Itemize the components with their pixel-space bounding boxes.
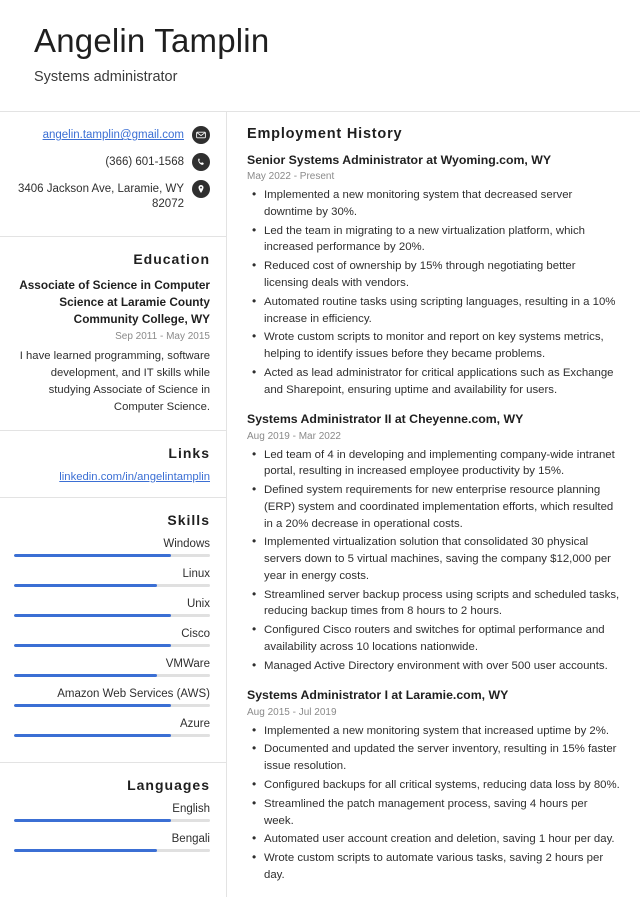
employment-heading: Systems Administrator II at Cheyenne.com, WY — [247, 412, 524, 427]
bullet: • Streamlined server backup process using scripts and scheduled tasks, reducing backup times from 8 hours to 2 hours. — [264, 587, 620, 621]
sidebar — [0, 112, 227, 897]
bullet: • Led team of 4 in developing and implementing company-wide intranet portal, resulting in increased employee productivity by 15%. — [264, 447, 620, 481]
skill-item — [14, 658, 210, 677]
skill-bar-fill — [14, 674, 157, 677]
languages-block — [0, 763, 226, 877]
links-section-title: Links — [168, 445, 210, 461]
contact-email-row[interactable] — [14, 126, 210, 144]
skill-label: Unix — [186, 598, 210, 610]
employment-bullets — [247, 447, 620, 675]
skill-label: Cisco — [181, 628, 210, 640]
employment-bullets — [247, 187, 620, 398]
skill-label: Azure — [179, 718, 210, 730]
link-item[interactable]: linkedin.com/in/angelintamplin — [59, 471, 210, 483]
skill-item — [14, 538, 210, 557]
job-title-subtitle: Systems administrator — [34, 68, 178, 85]
skill-item — [14, 718, 210, 737]
skill-bar — [14, 644, 210, 647]
page-title: Angelin Tamplin — [34, 22, 270, 59]
bullet: • Wrote custom scripts to monitor and report on key systems metrics, helping to identify issues before they became problems. — [264, 329, 620, 363]
envelope-icon — [192, 126, 210, 144]
skills-section-title: Skills — [167, 512, 210, 528]
skill-bar-fill — [14, 554, 171, 557]
education-section-title: Education — [133, 250, 210, 267]
skill-bar — [14, 614, 210, 617]
skill-bar — [14, 734, 210, 737]
education-date: Sep 2011 - May 2015 — [115, 331, 210, 343]
contact-email[interactable]: angelin.tamplin@gmail.com — [42, 128, 184, 141]
education-description: I have learned programming, software development, and IT skills while studying Associate of Science in Computer Science. — [19, 350, 210, 414]
skill-bar — [14, 584, 210, 587]
language-bar-fill — [14, 849, 157, 852]
bullet: • Led the team in migrating to a new virtualization platform, which increased performance by 20%. — [264, 223, 620, 257]
bullet: • Automated routine tasks using scripting languages, resulting in a 10% increase in efficiency. — [264, 294, 620, 328]
skills-block — [0, 498, 226, 763]
language-item — [14, 803, 210, 822]
skill-label: Linux — [182, 568, 210, 580]
location-pin-icon — [192, 180, 210, 198]
bullet: • Managed Active Directory environment with over 500 user accounts. — [264, 658, 620, 675]
skill-bar — [14, 704, 210, 707]
bullet: • Implemented a new monitoring system that increased uptime by 2%. — [264, 723, 620, 740]
employment-heading: Systems Administrator I at Laramie.com, WY — [247, 688, 509, 703]
employment-entry — [247, 152, 620, 398]
skill-label: Amazon Web Services (AWS) — [57, 688, 210, 700]
skill-label: Windows — [163, 538, 210, 550]
languages-section-title: Languages — [127, 777, 210, 793]
bullet: • Acted as lead administrator for critical applications such as Exchange and Sharepoint, ensuring uptime and availability for users. — [264, 365, 620, 399]
resume-body — [0, 112, 640, 897]
skill-item — [14, 568, 210, 587]
bullet: • Wrote custom scripts to automate various tasks, saving 2 hours per day. — [264, 850, 620, 884]
skill-bar-fill — [14, 704, 171, 707]
bullet: • Implemented a new monitoring system that decreased server downtime by 30%. — [264, 187, 620, 221]
employment-date: May 2022 - Present — [247, 171, 335, 183]
bullet: • Streamlined the patch management process, saving 4 hours per week. — [264, 796, 620, 830]
skill-bar-fill — [14, 614, 171, 617]
employment-date: Aug 2019 - Mar 2022 — [247, 430, 341, 442]
language-label: Bengali — [171, 833, 210, 845]
employment-heading: Senior Systems Administrator at Wyoming.com, WY — [247, 152, 552, 167]
skill-bar-fill — [14, 644, 171, 647]
skill-label: VMWare — [165, 658, 210, 670]
language-item — [14, 833, 210, 852]
contact-phone-row[interactable] — [14, 153, 210, 171]
language-bar — [14, 819, 210, 822]
skill-item — [14, 598, 210, 617]
skill-item — [14, 688, 210, 707]
bullet: • Automated user account creation and deletion, saving 1 hour per day. — [264, 831, 620, 848]
resume-header — [0, 0, 640, 95]
employment-section-title: Employment History — [247, 125, 403, 142]
bullet: • Reduced cost of ownership by 15% through negotiating better licensing deals with vendors. — [264, 258, 620, 292]
skill-bar — [14, 674, 210, 677]
skill-bar-fill — [14, 584, 157, 587]
language-bar-fill — [14, 819, 171, 822]
bullet: • Documented and updated the server inventory, resulting in 15% faster issue resolution. — [264, 741, 620, 775]
employment-date: Aug 2015 - Jul 2019 — [247, 706, 337, 718]
bullet: • Defined system requirements for new enterprise resource planning (ERP) system and coordinated implementation efforts, which resulted in a 20% decrease in operational costs. — [264, 482, 620, 532]
skill-item — [14, 628, 210, 647]
phone-icon — [192, 153, 210, 171]
language-bar — [14, 849, 210, 852]
employment-entry — [247, 687, 620, 883]
education-block — [0, 237, 226, 431]
skill-bar — [14, 554, 210, 557]
contact-phone: (366) 601-1568 — [105, 155, 184, 168]
language-label: English — [172, 803, 210, 815]
bullet: • Configured Cisco routers and switches for optimal performance and availability across 10 locations nationwide. — [264, 622, 620, 656]
skill-bar-fill — [14, 734, 171, 737]
contact-address-row[interactable] — [14, 180, 210, 213]
contact-address: 3406 Jackson Ave, Laramie, WY 82072 — [18, 182, 184, 211]
links-block — [0, 431, 226, 498]
contact-block — [0, 112, 226, 237]
employment-bullets — [247, 723, 620, 884]
main-content — [227, 112, 640, 897]
employment-entry — [247, 411, 620, 674]
bullet: • Configured backups for all critical systems, reducing data loss by 80%. — [264, 777, 620, 794]
bullet: • Implemented virtualization solution that consolidated 30 physical servers down to 5 virtual machines, saving the company $12,000 per year in energy costs. — [264, 534, 620, 584]
education-degree: Associate of Science in Computer Science at Laramie County Community College, WY — [19, 277, 210, 327]
